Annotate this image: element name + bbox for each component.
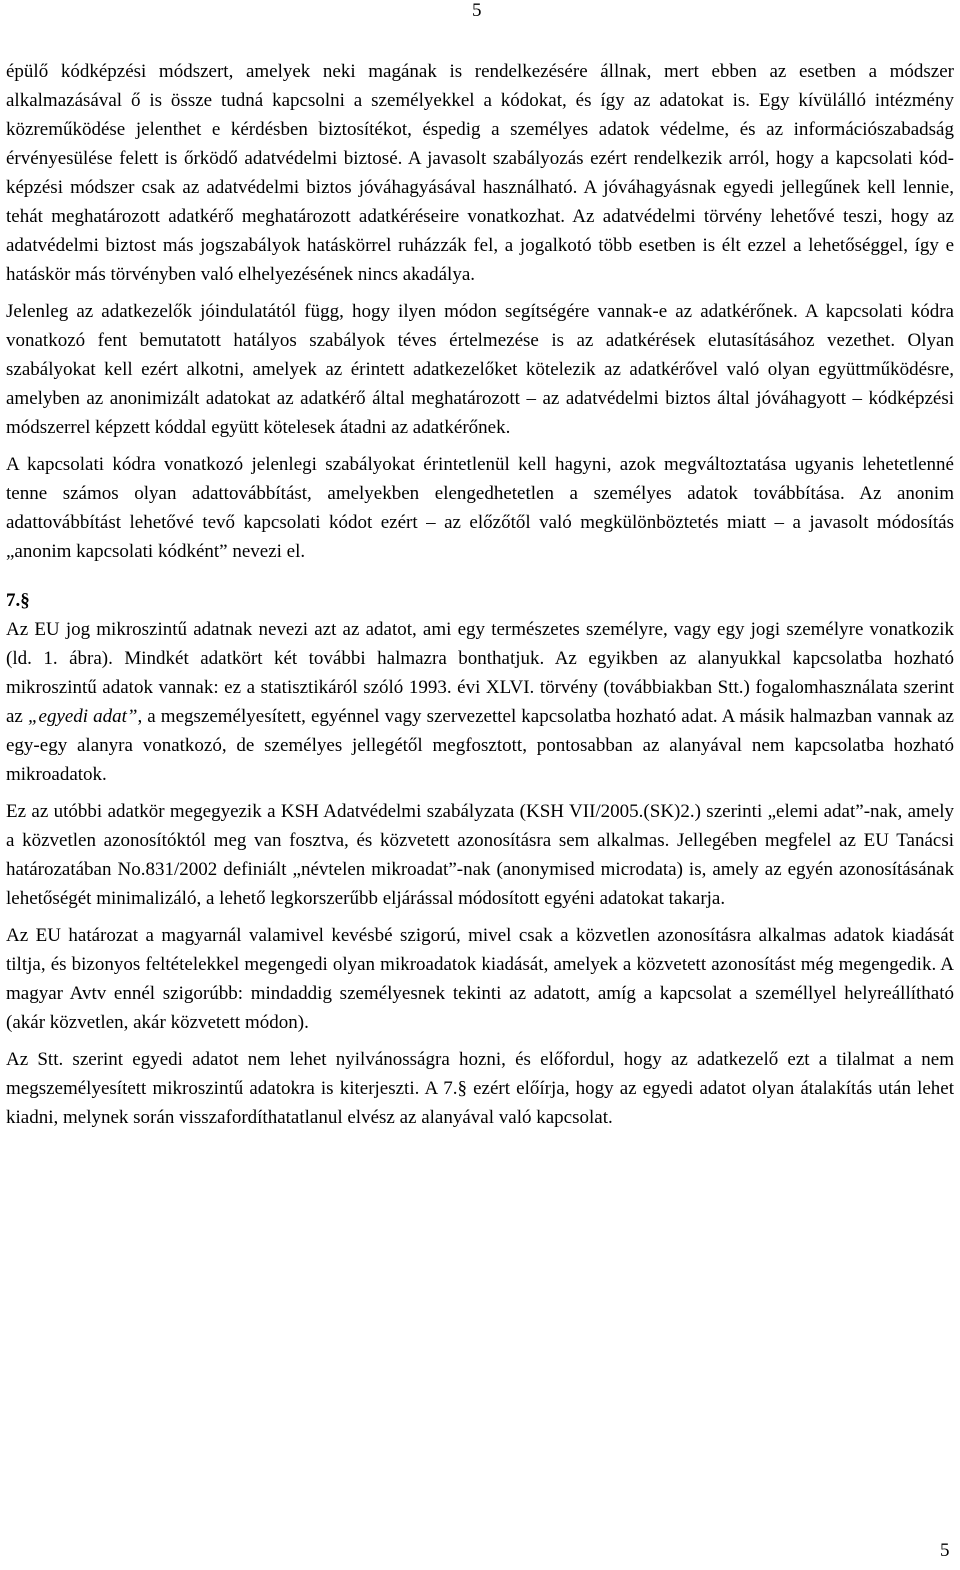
document-body [6, 57, 954, 1140]
defined-term-egyedi-adat: „egyedi adat” [27, 706, 138, 727]
section-paragraph-4: Az Stt. szerint egyedi adatot nem lehet nyilvánosságra hozni, és előfordul, hogy az adatkezelő ezt a tilalmat a nem megszemélyesített mikroszintű adatokra is kiterjeszti. A 7.§ ezért előírja, hogy az egyedi adatot olyan átalakítás után lehet kiadni, melynek során visszafordíthatatlanul elvész az alanyával való kapcsolat. [6, 1049, 954, 1128]
section-paragraph-3: Az EU határozat a magyarnál valamivel kevésbé szigorú, mivel csak a közvetlen azonosításra alkalmas adatok kiadását tiltja, és bizonyos feltételekkel megengedi olyan mikroadatok kiadását, amelyek a közvetett azonosítást még megengedik. A magyar Avtv ennél szigorúbb: mindaddig személyesnek tekinti az adatott, amíg a kapcsolat a személlyel helyreállítható (akár közvetlen, akár közvetett módon). [6, 925, 954, 1033]
section-paragraph-1-text-b: , a megszemélyesített, egyénnel vagy szervezettel kapcsolatba hozható adat. A másik halmazban vannak az egy-egy alanyra vonatkozó, de személyes jellegétől megfosztott, pontosabban az alanyával nem kapcsolatba hozható mikroadatok. [6, 706, 954, 785]
section-paragraph-1 [6, 615, 954, 789]
page-number-bottom: 5 [940, 1540, 950, 1561]
paragraph-2: Jelenleg az adatkezelők jóindulatától függ, hogy ilyen módon segítségére vannak-e az adatkérőnek. A kapcsolati kódra vonatkozó fent bemutatott hatályos szabályok téves értelmezése is az adatkérések elutasításához vezethet. Olyan szabályokat kell ezért alkotni, amelyek az érintett adatkezelőket kötelezik az adatkérővel való olyan együttműködésre, amelyben az anonimizált adatokat az adatkérő által meghatározott – az adatvédelmi biztos által jóváhagyott – kódképzési módszerrel képzett kóddal együtt kötelesek átadni az adatkérőnek. [6, 301, 954, 438]
section-heading: 7.§ [6, 590, 30, 611]
section-paragraph-2: Ez az utóbbi adatkör megegyezik a KSH Adatvédelmi szabályzata (KSH VII/2005.(SK)2.) szerinti „elemi adat”-nak, amely a közvetlen azonosítóktól meg van fosztva, és közvetett azonosításra sem alkalmas. Jellegében megfelel az EU Tanácsi határozatában No.831/2002 definiált „névtelen mikroadat”-nak (anonymised microdata) is, amely az egyén azonosításának lehetőségét minimalizáló, a lehető legkorszerűbb eljárással módosított egyéni adatokat takarja. [6, 801, 954, 909]
page-number-top: 5 [472, 0, 482, 21]
paragraph-1: épülő kódképzési módszert, amelyek neki magának is rendelkezésére állnak, mert ebben az esetben a módszer alkalmazásával ő is össze tudná kapcsolni a személyekkel a kódokat, és így az adatokat is. Egy kívülálló intézmény közreműködése jelenthet e kérdésben biztosítékot, éspedig a személyes adatok védelme, és az információszabadság érvényesülése felett is őrködő adatvédelmi biztosé. A javasolt szabályozás ezért rendelkezik arról, hogy a kapcsolati kód-képzési módszer csak az adatvédelmi biztos jóváhagyásával használható. A jóváhagyásnak egyedi jellegűnek kell lennie, tehát meghatározott adatkérő meghatározott adatkéréseire vonatkozhat. Az adatvédelmi törvény lehetővé teszi, hogy az adatvédelmi biztost más jogszabályok hatáskörrel ruházzák fel, a jogalkotó több esetben is élt ezzel a lehetőséggel, így e hatáskör más törvényben való elhelyezésének nincs akadálya. [6, 61, 954, 285]
section-paragraph-1-text-a: Az EU jog mikroszintű adatnak nevezi azt az adatot, ami egy természetes személyre, vagy egy jogi személyre vonatkozik (ld. 1. ábra). Mindkét adatkört két további halmazra bonthatjuk. Az egyikben az alanyukkal kapcsolatba hozható mikroszintű adatok vannak: ez a statisztikáról szóló 1993. évi XLVI. törvény (továbbiakban Stt.) fogalomhasználata szerint az [6, 619, 954, 727]
paragraph-3: A kapcsolati kódra vonatkozó jelenlegi szabályokat érintetlenül kell hagyni, azok megváltoztatása ugyanis lehetetlenné tenne számos olyan adattovábbítást, amelyekben elengedhetetlen a személyes adatok továbbítása. Az anonim adattovábbítást lehetővé tevő kapcsolati kódot ezért – az előzőtől való megkülönböztetés miatt – a javasolt módosítás „anonim kapcsolati kódként” nevezi el. [6, 454, 954, 562]
